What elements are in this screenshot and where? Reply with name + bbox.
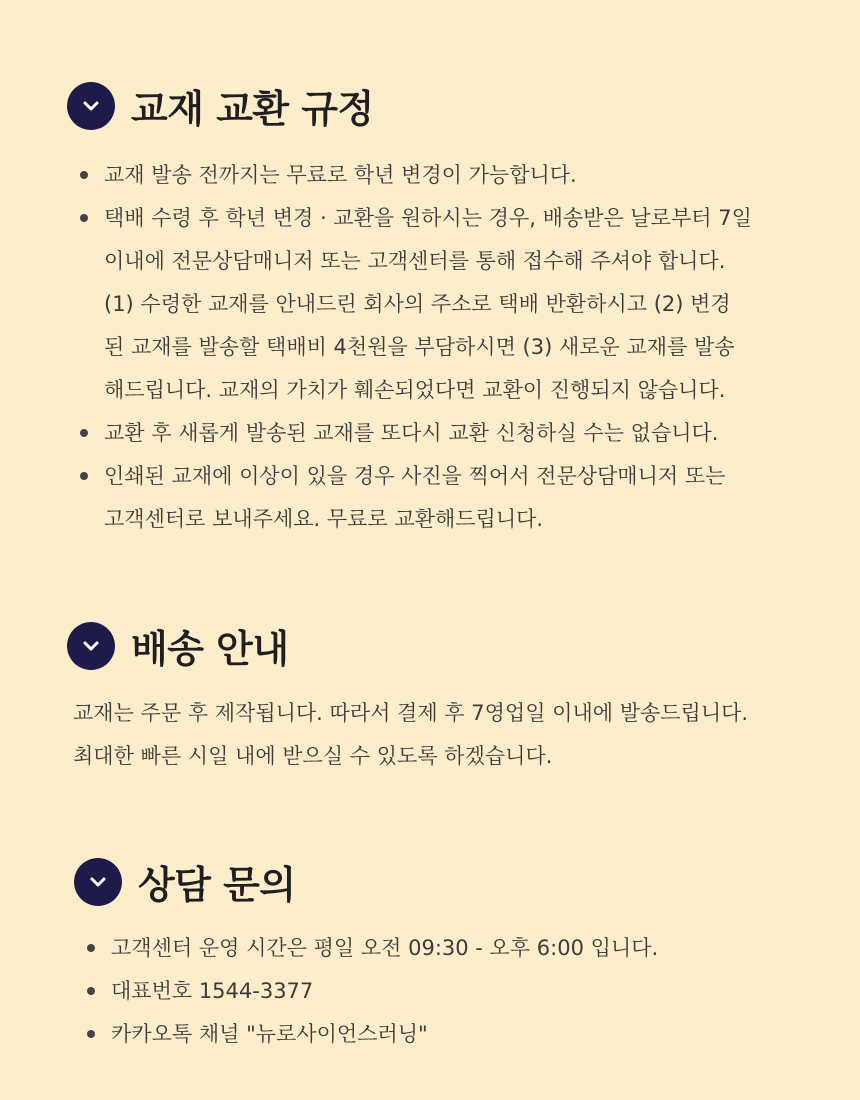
list-item: 카카오톡 채널 "뉴로사이언스러닝" (111, 1013, 658, 1056)
section-title: 배송 안내 (131, 627, 289, 671)
bullet-icon (87, 1030, 95, 1038)
chevron-down-icon[interactable] (74, 858, 122, 906)
bullet-icon (80, 472, 88, 480)
bullet-icon (80, 429, 88, 437)
bullet-icon (80, 171, 88, 179)
shipping-info-heading[interactable] (67, 618, 289, 673)
inquiry-heading[interactable] (74, 854, 296, 909)
exchange-policy-list (104, 154, 752, 541)
exchange-policy-heading[interactable] (67, 78, 374, 133)
list-item: 택배 수령 후 학년 변경 · 교환을 원하시는 경우, 배송받은 날로부터 7일 이내에 전문상담매니저 또는 고객센터를 통해 접수해 주셔야 합니다. (1) 수령한 교재를 안내드린 회사의 주소로 택배 반환하시고 (2) 변경 된 교재를 발송할 택배비 4천원을 부담하시면 (3) 새로운 교재를 발송 해드립니다. 교재의 가치가 훼손되었다면 교환이 진행되지 않습니다. (104, 197, 752, 412)
section-title: 상담 문의 (138, 863, 296, 907)
list-item: 교재 발송 전까지는 무료로 학년 변경이 가능합니다. (104, 154, 752, 197)
list-item: 고객센터 운영 시간은 평일 오전 09:30 - 오후 6:00 입니다. (111, 927, 658, 970)
chevron-down-icon[interactable] (67, 82, 115, 130)
bullet-icon (87, 944, 95, 952)
list-item: 인쇄된 교재에 이상이 있을 경우 사진을 찍어서 전문상담매니저 또는 고객센터로 보내주세요. 무료로 교환해드립니다. (104, 455, 752, 541)
shipping-info-text: 교재는 주문 후 제작됩니다. 따라서 결제 후 7영업일 이내에 발송드립니다. 최대한 빠른 시일 내에 받으실 수 있도록 하겠습니다. (73, 701, 749, 768)
bullet-icon (80, 214, 88, 222)
chevron-down-icon[interactable] (67, 622, 115, 670)
inquiry-list (111, 927, 658, 1056)
list-item: 대표번호 1544-3377 (111, 970, 658, 1013)
bullet-icon (87, 987, 95, 995)
section-title: 교재 교환 규정 (131, 87, 374, 131)
list-item: 교환 후 새롭게 발송된 교재를 또다시 교환 신청하실 수는 없습니다. (104, 412, 752, 455)
